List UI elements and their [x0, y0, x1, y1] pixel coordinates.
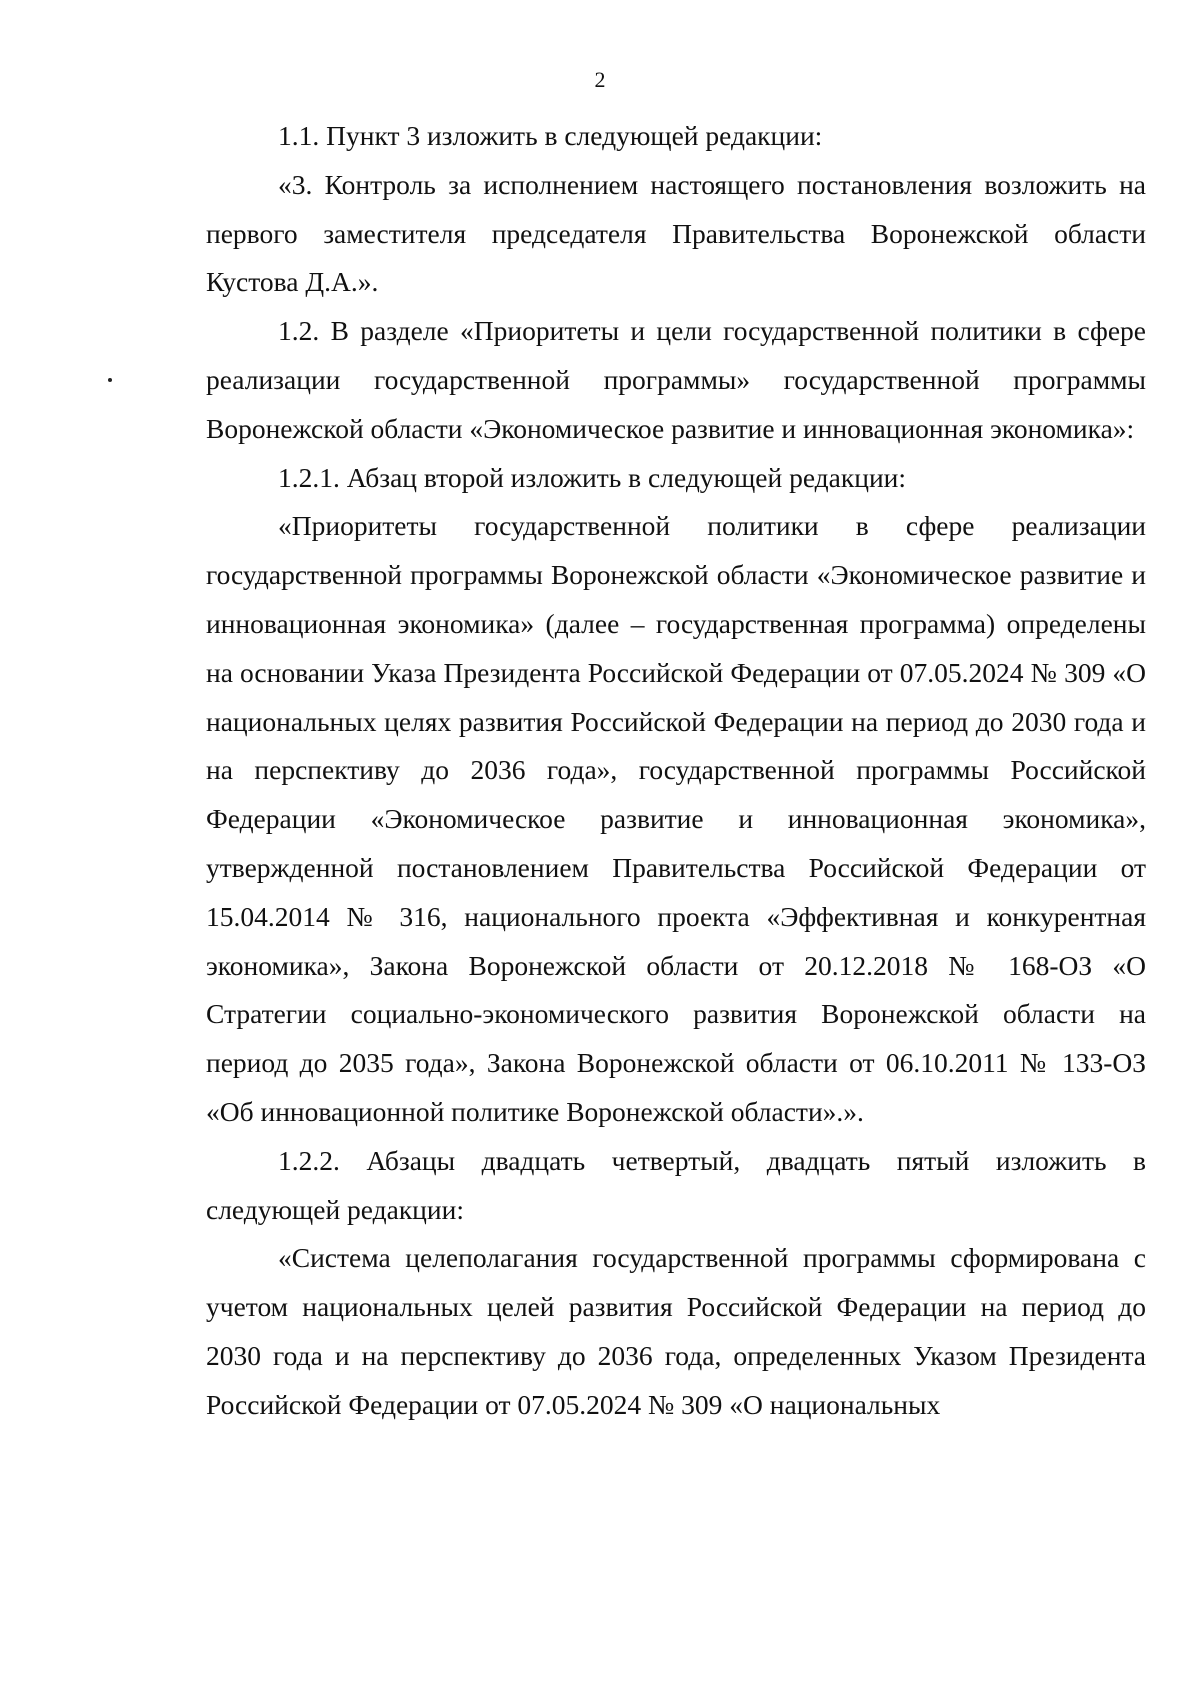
paragraph-goal-system-quote: «Система целеполагания государственной программы сформирована с учетом национальных целей развития Российской Федерации на период до 2030 года и на перспективу до 2036 года, определенных Указом Президента Российской Федерации от 07.05.2024 № 309 «О национальных — [206, 1242, 1146, 1420]
paragraph-priorities-quote: «Приоритеты государственной политики в сфере реализации государственной программы Воронежской области «Экономическое развитие и инновационная экономика» (далее – государственная программа) определены на основании Указа Президента Российской Федерации от 07.05.2024 № 309 «О национальных целях развития Российской Федерации на период до 2030 года и на перспективу до 2036 года», государственной программы Российской Федерации «Экономическое развитие и инновационная экономика», утвержденной постановлением Правительства Российской Федерации от 15.04.2014 № 316, национального проекта «Эффективная и конкурентная экономика», Закона Воронежской области от 20.12.2018 № 168-ОЗ «О Стратегии социально-экономического развития Воронежской области на период до 2035 года», Закона Воронежской области от 06.10.2011 № 133-ОЗ «Об инновационной политике Воронежской области».». — [206, 510, 1146, 1127]
paragraph-1-2: 1.2. В разделе «Приоритеты и цели государственной политики в сфере реализации государственной программы» государственной программы Воронежской области «Экономическое развитие и инновационная экономика»: — [206, 315, 1146, 444]
paragraph-1-2-1: 1.2.1. Абзац второй изложить в следующей редакции: — [278, 461, 907, 493]
scan-mark — [108, 378, 112, 382]
paragraph-1-2-2: 1.2.2. Абзацы двадцать четвертый, двадцать пятый изложить в следующей редакции: — [206, 1144, 1146, 1225]
document-body — [206, 112, 1146, 1430]
paragraph-quote-point-3: «3. Контроль за исполнением настоящего постановления возложить на первого заместителя председателя Правительства Воронежской области Кустова Д.А.». — [206, 168, 1146, 298]
paragraph-1-1: 1.1. Пункт 3 изложить в следующей редакции: — [278, 120, 823, 151]
page-number: 2 — [594, 67, 606, 92]
